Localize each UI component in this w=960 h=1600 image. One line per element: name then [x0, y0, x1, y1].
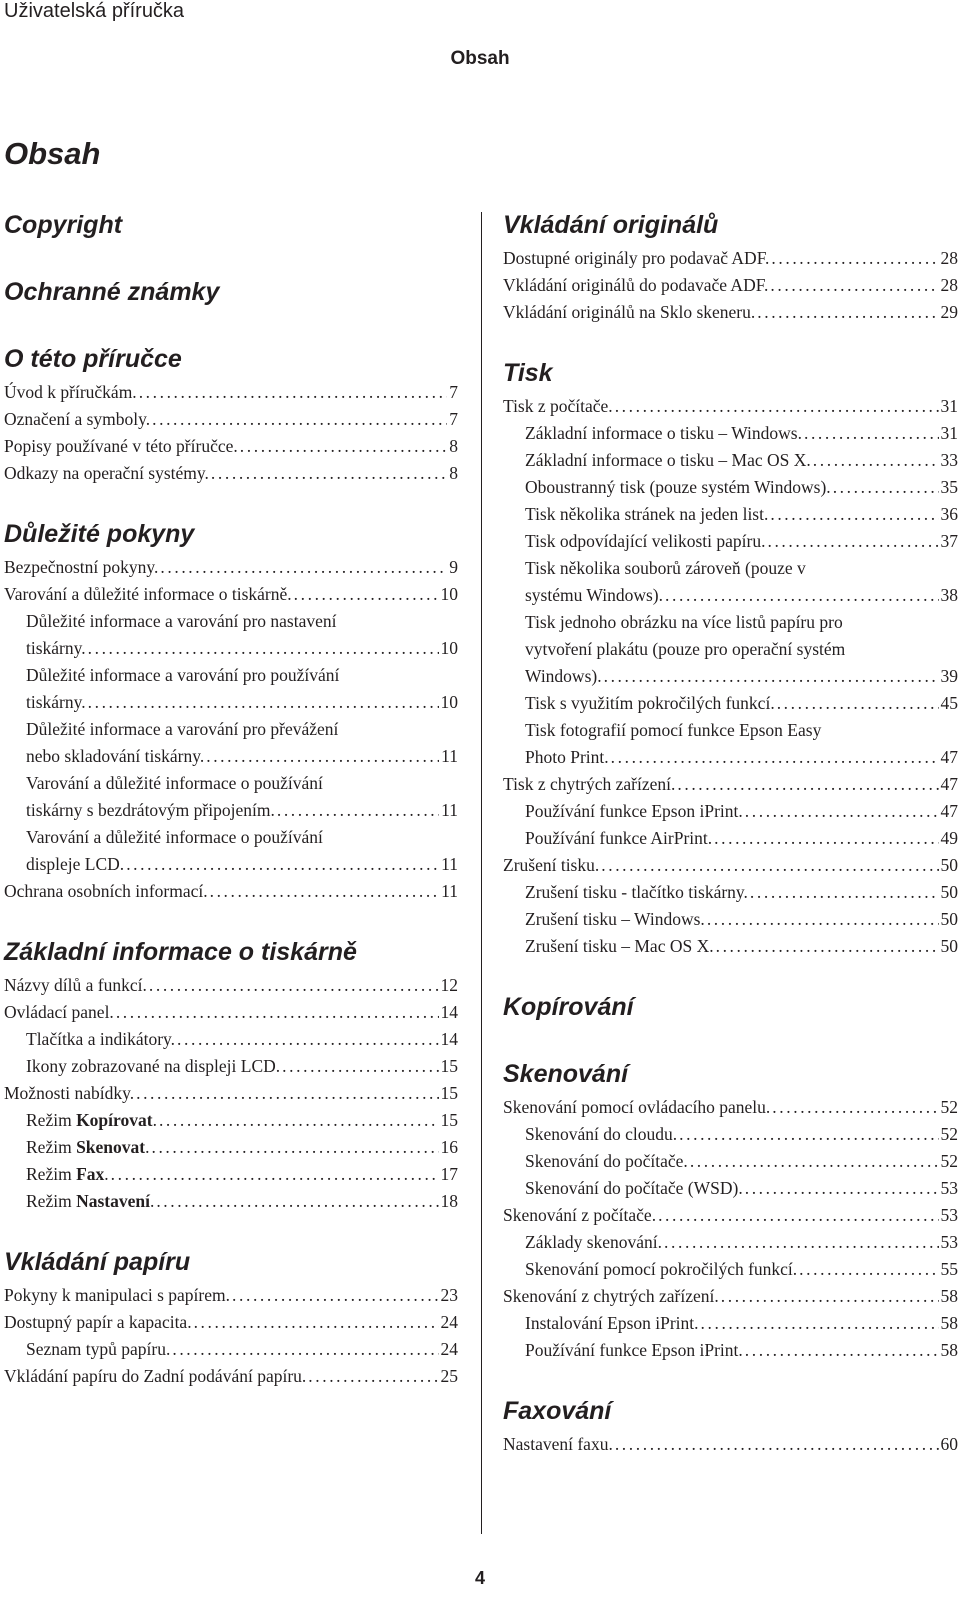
page-ref: 53 — [940, 1232, 958, 1252]
page-title: Obsah — [4, 136, 101, 171]
toc-entry[interactable]: Ikony zobrazované na displeji LCD. ..... 15 — [4, 1053, 458, 1080]
toc-entry[interactable]: Seznam typů papíru. ..... 24 — [4, 1336, 458, 1363]
toc-entry[interactable]: Varování a důležité informace o používání displeje LCD. ..... 11 — [4, 824, 458, 878]
toc-entry[interactable]: Základní informace o tisku – Mac OS X. ..... 33 — [503, 447, 958, 474]
toc-entry[interactable]: Skenování do počítače. ..... 52 — [503, 1148, 958, 1175]
page-ref: 18 — [440, 1191, 458, 1211]
page-ref: 24 — [440, 1339, 458, 1359]
page-ref: 58 — [940, 1340, 958, 1360]
toc-entry[interactable]: Důležité informace a varování pro převážení nebo skladování tiskárny. ..... 11 — [4, 716, 458, 770]
page-ref: 10 — [440, 584, 458, 604]
page-ref: 45 — [940, 693, 958, 713]
page-ref: 23 — [440, 1285, 458, 1305]
toc-entry[interactable]: Tisk jednoho obrázku na více listů papíru pro vytvoření plakátu (pouze pro operační systém Windows). ..... 39 — [503, 609, 958, 690]
toc-entry[interactable]: Oboustranný tisk (pouze systém Windows). ..... 35 — [503, 474, 958, 501]
toc-entry[interactable]: Tisk několika souborů zároveň (pouze v systému Windows). ..... 38 — [503, 555, 958, 609]
toc-entry[interactable]: Označení a symboly. ..... 7 — [4, 406, 458, 433]
toc-entry[interactable]: Možnosti nabídky. ..... 15 — [4, 1080, 458, 1107]
page-ref: 10 — [440, 692, 458, 712]
toc-entry[interactable]: Dostupný papír a kapacita. ..... 24 — [4, 1309, 458, 1336]
toc-entry[interactable]: Důležité informace a varování pro používání tiskárny. ..... 10 — [4, 662, 458, 716]
section-title-important[interactable]: Důležité pokyny — [4, 520, 195, 548]
page-ref: 50 — [940, 855, 958, 875]
toc-entry[interactable]: Ochrana osobních informací. ..... 11 — [4, 878, 458, 905]
page-number: 4 — [474, 1568, 485, 1588]
toc-entry[interactable]: Skenování z počítače. ..... 53 — [503, 1202, 958, 1229]
page-ref: 15 — [440, 1083, 458, 1103]
page-ref: 8 — [449, 436, 458, 456]
toc-entry[interactable]: Režim Fax. ..... 17 — [4, 1161, 458, 1188]
page-ref: 52 — [940, 1097, 958, 1117]
page-ref: 14 — [440, 1029, 458, 1049]
toc-entry[interactable]: Vkládání papíru do Zadní podávání papíru. ..... 25 — [4, 1363, 458, 1390]
toc-entry[interactable]: Vkládání originálů do podavače ADF. ..... 28 — [503, 272, 958, 299]
section-title-copyright[interactable]: Copyright — [4, 211, 123, 239]
toc-entry[interactable]: Pokyny k manipulaci s papírem. ..... 23 — [4, 1282, 458, 1309]
toc-entry[interactable]: Odkazy na operační systémy. ..... 8 — [4, 460, 458, 487]
page-ref: 7 — [449, 382, 458, 402]
toc-entry[interactable]: Popisy používané v této příručce. ..... 8 — [4, 433, 458, 460]
toc-entry[interactable]: Tisk z chytrých zařízení. ..... 47 — [503, 771, 958, 798]
toc-entry[interactable]: Instalování Epson iPrint. ..... 58 — [503, 1310, 958, 1337]
toc-entry[interactable]: Skenování pomocí ovládacího panelu. ..... 52 — [503, 1094, 958, 1121]
page-ref: 29 — [940, 302, 958, 322]
section-title-about[interactable]: O této příručce — [4, 345, 182, 373]
page-ref: 58 — [940, 1313, 958, 1333]
page-ref: 37 — [940, 531, 958, 551]
page-ref: 9 — [449, 557, 458, 577]
page-ref: 60 — [940, 1434, 958, 1454]
toc-entry[interactable]: Vkládání originálů na Sklo skeneru. ..... 29 — [503, 299, 958, 326]
page-ref: 14 — [440, 1002, 458, 1022]
section-title-scanning[interactable]: Skenování — [503, 1060, 629, 1088]
section-header: Obsah — [450, 48, 510, 69]
toc-entry[interactable]: Režim Nastavení. ..... 18 — [4, 1188, 458, 1215]
toc-entry[interactable]: Používání funkce Epson iPrint. ..... 47 — [503, 798, 958, 825]
section-title-trademarks[interactable]: Ochranné známky — [4, 278, 220, 306]
toc-entry[interactable]: Používání funkce Epson iPrint. ..... 58 — [503, 1337, 958, 1364]
page-ref: 8 — [449, 463, 458, 483]
toc-entry[interactable]: Zrušení tisku - tlačítko tiskárny. ..... 50 — [503, 879, 958, 906]
page-ref: 17 — [440, 1164, 458, 1184]
toc-entry[interactable]: Varování a důležité informace o používání tiskárny s bezdrátovým připojením. ..... 11 — [4, 770, 458, 824]
page-ref: 12 — [440, 975, 458, 995]
page-ref: 35 — [940, 477, 958, 497]
page-ref: 58 — [940, 1286, 958, 1306]
toc-entry[interactable]: Ovládací panel. ..... 14 — [4, 999, 458, 1026]
page-ref: 52 — [940, 1124, 958, 1144]
page-ref: 15 — [440, 1110, 458, 1130]
toc-entry[interactable]: Skenování pomocí pokročilých funkcí. ..... 55 — [503, 1256, 958, 1283]
toc-entry[interactable]: Úvod k příručkám. ..... 7 — [4, 379, 458, 406]
toc-entry[interactable]: Používání funkce AirPrint. ..... 49 — [503, 825, 958, 852]
page-ref: 28 — [940, 248, 958, 268]
page-ref: 7 — [449, 409, 458, 429]
toc-entry[interactable]: Bezpečnostní pokyny. ..... 9 — [4, 554, 458, 581]
page-ref: 50 — [940, 936, 958, 956]
page-ref: 33 — [940, 450, 958, 470]
section-title-print[interactable]: Tisk — [503, 359, 553, 387]
toc-entry[interactable]: Důležité informace a varování pro nastavení tiskárny. ..... 10 — [4, 608, 458, 662]
toc-entry[interactable]: Skenování do počítače (WSD). ..... 53 — [503, 1175, 958, 1202]
page-ref: 47 — [940, 747, 958, 767]
page-ref: 47 — [940, 774, 958, 794]
page-ref: 55 — [940, 1259, 958, 1279]
page-ref: 16 — [440, 1137, 458, 1157]
page-ref: 52 — [940, 1151, 958, 1171]
page-ref: 11 — [441, 800, 458, 820]
page-ref: 47 — [940, 801, 958, 821]
page-ref: 11 — [441, 746, 458, 766]
toc-entry[interactable]: Režim Kopírovat. ..... 15 — [4, 1107, 458, 1134]
toc-entry[interactable]: Základní informace o tisku – Windows. ..... 31 — [503, 420, 958, 447]
toc-entry[interactable]: Tisk z počítače. ..... 31 — [503, 393, 958, 420]
page-ref: 28 — [940, 275, 958, 295]
section-title-basics[interactable]: Základní informace o tiskárně — [4, 938, 357, 966]
page-ref: 24 — [440, 1312, 458, 1332]
toc-left-column — [4, 205, 458, 1390]
section-title-paper[interactable]: Vkládání papíru — [4, 1248, 191, 1276]
page-ref: 53 — [940, 1205, 958, 1225]
page-ref: 11 — [441, 881, 458, 901]
page-ref: 49 — [940, 828, 958, 848]
page-ref: 11 — [441, 854, 458, 874]
toc-entry[interactable]: Tisk několika stránek na jeden list. ..... 36 — [503, 501, 958, 528]
toc-entry[interactable]: Režim Skenovat. ..... 16 — [4, 1134, 458, 1161]
page-ref: 38 — [940, 585, 958, 605]
toc-entry[interactable]: Zrušení tisku. ..... 50 — [503, 852, 958, 879]
page-ref: 50 — [940, 909, 958, 929]
page-ref: 31 — [940, 396, 958, 416]
page-ref: 50 — [940, 882, 958, 902]
toc-entry[interactable]: Dostupné originály pro podavač ADF. ..... 28 — [503, 245, 958, 272]
toc-entry[interactable]: Zrušení tisku – Windows. ..... 50 — [503, 906, 958, 933]
toc-entry[interactable]: Varování a důležité informace o tiskárně. ..... 10 — [4, 581, 458, 608]
toc-right-column — [503, 205, 958, 1458]
page-ref: 10 — [440, 638, 458, 658]
toc-entry[interactable]: Názvy dílů a funkcí. ..... 12 — [4, 972, 458, 999]
page-ref: 31 — [940, 423, 958, 443]
section-title-fax[interactable]: Faxování — [503, 1397, 612, 1425]
running-header: Uživatelská příručka — [4, 0, 185, 22]
toc-entry[interactable]: Skenování z chytrých zařízení. ..... 58 — [503, 1283, 958, 1310]
toc-entry[interactable]: Tisk odpovídající velikosti papíru. ..... 37 — [503, 528, 958, 555]
toc-entry[interactable]: Tisk s využitím pokročilých funkcí. ..... 45 — [503, 690, 958, 717]
toc-entry[interactable]: Tisk fotografií pomocí funkce Epson Easy Photo Print. ..... 47 — [503, 717, 958, 771]
toc-entry[interactable]: Nastavení faxu. ..... 60 — [503, 1431, 958, 1458]
toc-entry[interactable]: Skenování do cloudu. ..... 52 — [503, 1121, 958, 1148]
page-ref: 39 — [940, 666, 958, 686]
toc-entry[interactable]: Zrušení tisku – Mac OS X. ..... 50 — [503, 933, 958, 960]
toc-entry[interactable]: Základy skenování. ..... 53 — [503, 1229, 958, 1256]
page-ref: 15 — [440, 1056, 458, 1076]
section-title-copying[interactable]: Kopírování — [503, 993, 634, 1021]
page-ref: 53 — [940, 1178, 958, 1198]
page-ref: 25 — [440, 1366, 458, 1386]
column-divider — [481, 212, 482, 1534]
toc-entry[interactable]: Tlačítka a indikátory. ..... 14 — [4, 1026, 458, 1053]
section-title-originals[interactable]: Vkládání originálů — [503, 211, 719, 239]
page-ref: 36 — [940, 504, 958, 524]
